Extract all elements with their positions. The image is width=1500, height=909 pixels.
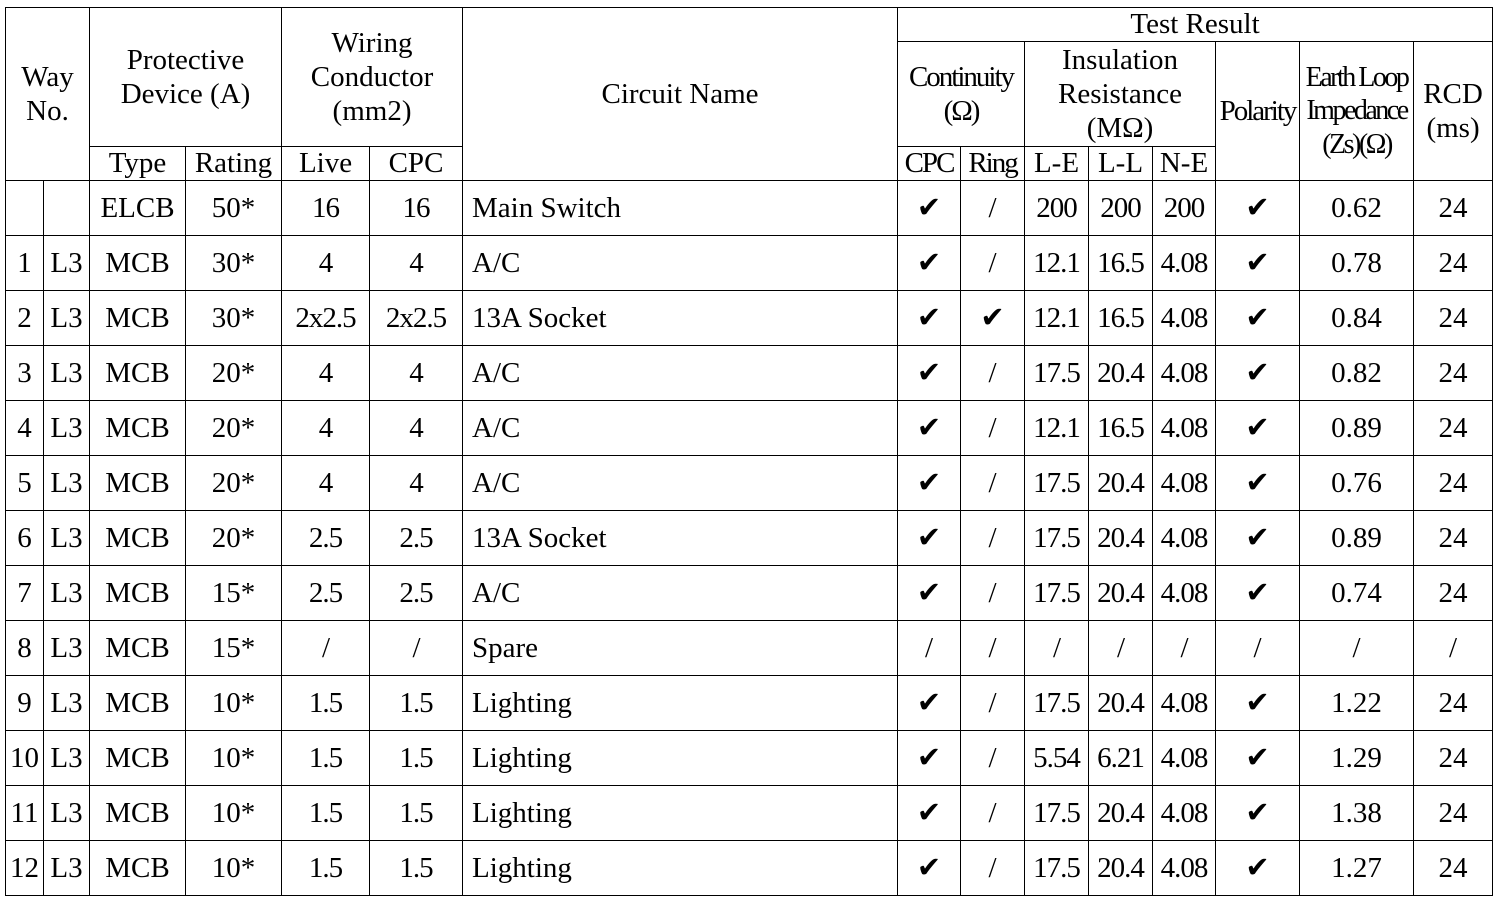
way-no-cell: 2 [6, 291, 44, 346]
header-rating: Rating [186, 147, 282, 181]
cpc-conductor-cell: / [370, 621, 463, 676]
way-no-cell: 9 [6, 676, 44, 731]
insulation-l-l-cell: / [1089, 621, 1153, 676]
continuity-cpc-cell: ✔ [898, 841, 961, 896]
way-no-cell: 5 [6, 456, 44, 511]
header-wiring-conductor: Wiring Conductor (mm2) [282, 8, 463, 147]
device-type-cell: MCB [90, 841, 186, 896]
continuity-ring-cell: / [961, 731, 1025, 786]
rcd-cell: 24 [1414, 181, 1493, 236]
header-ring: Ring [961, 147, 1025, 181]
polarity-cell: ✔ [1216, 841, 1300, 896]
way-no-cell: 10 [6, 731, 44, 786]
phase-cell: L3 [44, 346, 90, 401]
polarity-cell: ✔ [1216, 786, 1300, 841]
header-type: Type [90, 147, 186, 181]
insulation-l-l-cell: 20.4 [1089, 841, 1153, 896]
live-conductor-cell: 1.5 [282, 676, 370, 731]
device-rating-cell: 20* [186, 511, 282, 566]
header-l-l: L-L [1089, 147, 1153, 181]
phase-cell: L3 [44, 731, 90, 786]
circuit-name-cell: Main Switch [463, 181, 898, 236]
earth-loop-impedance-cell: / [1300, 621, 1414, 676]
cpc-conductor-cell: 2x2.5 [370, 291, 463, 346]
table-body [6, 181, 1493, 896]
earth-loop-impedance-cell: 0.76 [1300, 456, 1414, 511]
live-conductor-cell: 1.5 [282, 731, 370, 786]
device-type-cell: MCB [90, 786, 186, 841]
continuity-cpc-cell: ✔ [898, 786, 961, 841]
circuit-name-cell: 13A Socket [463, 511, 898, 566]
polarity-cell: ✔ [1216, 566, 1300, 621]
device-rating-cell: 10* [186, 786, 282, 841]
polarity-cell: ✔ [1216, 731, 1300, 786]
phase-cell: L3 [44, 511, 90, 566]
device-rating-cell: 15* [186, 566, 282, 621]
header-rcd: RCD (ms) [1414, 42, 1493, 181]
cpc-conductor-cell: 16 [370, 181, 463, 236]
insulation-l-e-cell: 17.5 [1025, 566, 1089, 621]
polarity-cell: ✔ [1216, 676, 1300, 731]
continuity-ring-cell: / [961, 676, 1025, 731]
insulation-l-e-cell: 17.5 [1025, 676, 1089, 731]
device-type-cell: MCB [90, 456, 186, 511]
continuity-cpc-cell: ✔ [898, 346, 961, 401]
insulation-n-e-cell: 4.08 [1153, 676, 1216, 731]
insulation-n-e-cell: 4.08 [1153, 786, 1216, 841]
continuity-ring-cell: ✔ [961, 291, 1025, 346]
phase-cell: L3 [44, 291, 90, 346]
header-l-e: L-E [1025, 147, 1089, 181]
earth-loop-impedance-cell: 1.22 [1300, 676, 1414, 731]
rcd-cell: 24 [1414, 566, 1493, 621]
device-rating-cell: 10* [186, 841, 282, 896]
continuity-cpc-cell: ✔ [898, 291, 961, 346]
header-continuity: Continuity (Ω) [898, 42, 1025, 147]
header-live: Live [282, 147, 370, 181]
phase-cell: L3 [44, 621, 90, 676]
device-type-cell: ELCB [90, 181, 186, 236]
test-result-table [5, 7, 1493, 896]
insulation-l-e-cell: 17.5 [1025, 511, 1089, 566]
insulation-l-e-cell: 17.5 [1025, 841, 1089, 896]
rcd-cell: 24 [1414, 786, 1493, 841]
device-rating-cell: 20* [186, 346, 282, 401]
insulation-l-e-cell: / [1025, 621, 1089, 676]
continuity-ring-cell: / [961, 456, 1025, 511]
device-rating-cell: 10* [186, 676, 282, 731]
insulation-n-e-cell: 200 [1153, 181, 1216, 236]
insulation-n-e-cell: / [1153, 621, 1216, 676]
continuity-cpc-cell: ✔ [898, 181, 961, 236]
table-row [6, 566, 1493, 621]
table-row [6, 291, 1493, 346]
rcd-cell: 24 [1414, 456, 1493, 511]
device-type-cell: MCB [90, 566, 186, 621]
earth-loop-impedance-cell: 0.89 [1300, 401, 1414, 456]
device-rating-cell: 30* [186, 291, 282, 346]
device-rating-cell: 15* [186, 621, 282, 676]
continuity-ring-cell: / [961, 401, 1025, 456]
phase-cell [44, 181, 90, 236]
insulation-n-e-cell: 4.08 [1153, 346, 1216, 401]
header-circuit-name: Circuit Name [463, 8, 898, 181]
table-row [6, 236, 1493, 291]
continuity-cpc-cell: ✔ [898, 456, 961, 511]
rcd-cell: 24 [1414, 291, 1493, 346]
polarity-cell: / [1216, 621, 1300, 676]
device-type-cell: MCB [90, 346, 186, 401]
circuit-name-cell: 13A Socket [463, 291, 898, 346]
table-row [6, 181, 1493, 236]
polarity-cell: ✔ [1216, 291, 1300, 346]
device-rating-cell: 20* [186, 456, 282, 511]
table-row [6, 401, 1493, 456]
rcd-cell: 24 [1414, 346, 1493, 401]
circuit-name-cell: Lighting [463, 731, 898, 786]
polarity-cell: ✔ [1216, 401, 1300, 456]
insulation-l-e-cell: 17.5 [1025, 456, 1089, 511]
earth-loop-impedance-cell: 1.27 [1300, 841, 1414, 896]
device-rating-cell: 30* [186, 236, 282, 291]
phase-cell: L3 [44, 236, 90, 291]
continuity-cpc-cell: ✔ [898, 676, 961, 731]
phase-cell: L3 [44, 676, 90, 731]
insulation-l-e-cell: 200 [1025, 181, 1089, 236]
continuity-ring-cell: / [961, 566, 1025, 621]
circuit-name-cell: A/C [463, 401, 898, 456]
insulation-l-e-cell: 12.1 [1025, 401, 1089, 456]
continuity-ring-cell: / [961, 621, 1025, 676]
phase-cell: L3 [44, 841, 90, 896]
live-conductor-cell: 4 [282, 346, 370, 401]
way-no-cell: 8 [6, 621, 44, 676]
table-row [6, 841, 1493, 896]
header-earth-loop-impedance: Earth Loop Impedance (Zs)(Ω) [1300, 42, 1414, 181]
insulation-n-e-cell: 4.08 [1153, 731, 1216, 786]
header-protective-device: Protective Device (A) [90, 8, 282, 147]
device-type-cell: MCB [90, 291, 186, 346]
insulation-l-l-cell: 20.4 [1089, 511, 1153, 566]
polarity-cell: ✔ [1216, 456, 1300, 511]
continuity-cpc-cell: ✔ [898, 401, 961, 456]
circuit-name-cell: A/C [463, 566, 898, 621]
cpc-conductor-cell: 4 [370, 456, 463, 511]
earth-loop-impedance-cell: 1.29 [1300, 731, 1414, 786]
continuity-ring-cell: / [961, 346, 1025, 401]
live-conductor-cell: 2.5 [282, 566, 370, 621]
device-rating-cell: 10* [186, 731, 282, 786]
polarity-cell: ✔ [1216, 181, 1300, 236]
live-conductor-cell: 4 [282, 401, 370, 456]
insulation-l-l-cell: 20.4 [1089, 676, 1153, 731]
rcd-cell: 24 [1414, 511, 1493, 566]
header-continuity-cpc: CPC [898, 147, 961, 181]
cpc-conductor-cell: 1.5 [370, 786, 463, 841]
continuity-cpc-cell: ✔ [898, 236, 961, 291]
device-type-cell: MCB [90, 676, 186, 731]
continuity-cpc-cell: ✔ [898, 731, 961, 786]
insulation-n-e-cell: 4.08 [1153, 566, 1216, 621]
table-row [6, 621, 1493, 676]
device-type-cell: MCB [90, 236, 186, 291]
circuit-name-cell: Lighting [463, 786, 898, 841]
circuit-name-cell: Lighting [463, 841, 898, 896]
insulation-l-l-cell: 200 [1089, 181, 1153, 236]
insulation-l-e-cell: 17.5 [1025, 346, 1089, 401]
continuity-cpc-cell: / [898, 621, 961, 676]
polarity-cell: ✔ [1216, 236, 1300, 291]
cpc-conductor-cell: 2.5 [370, 566, 463, 621]
continuity-cpc-cell: ✔ [898, 511, 961, 566]
device-type-cell: MCB [90, 621, 186, 676]
device-rating-cell: 50* [186, 181, 282, 236]
insulation-n-e-cell: 4.08 [1153, 511, 1216, 566]
insulation-l-l-cell: 20.4 [1089, 786, 1153, 841]
header-n-e: N-E [1153, 147, 1216, 181]
insulation-l-l-cell: 16.5 [1089, 236, 1153, 291]
insulation-l-l-cell: 20.4 [1089, 566, 1153, 621]
earth-loop-impedance-cell: 0.78 [1300, 236, 1414, 291]
earth-loop-impedance-cell: 0.74 [1300, 566, 1414, 621]
rcd-cell: 24 [1414, 236, 1493, 291]
continuity-ring-cell: / [961, 786, 1025, 841]
insulation-l-l-cell: 16.5 [1089, 291, 1153, 346]
insulation-n-e-cell: 4.08 [1153, 291, 1216, 346]
insulation-l-e-cell: 17.5 [1025, 786, 1089, 841]
continuity-cpc-cell: ✔ [898, 566, 961, 621]
header-test-result: Test Result [898, 8, 1493, 42]
live-conductor-cell: 2x2.5 [282, 291, 370, 346]
live-conductor-cell: 4 [282, 236, 370, 291]
rcd-cell: 24 [1414, 676, 1493, 731]
cpc-conductor-cell: 2.5 [370, 511, 463, 566]
way-no-cell: 6 [6, 511, 44, 566]
way-no-cell: 4 [6, 401, 44, 456]
cpc-conductor-cell: 4 [370, 236, 463, 291]
rcd-cell: / [1414, 621, 1493, 676]
insulation-l-e-cell: 12.1 [1025, 236, 1089, 291]
phase-cell: L3 [44, 566, 90, 621]
earth-loop-impedance-cell: 1.38 [1300, 786, 1414, 841]
header-insulation-resistance: Insulation Resistance (MΩ) [1025, 42, 1216, 147]
earth-loop-impedance-cell: 0.62 [1300, 181, 1414, 236]
cpc-conductor-cell: 1.5 [370, 676, 463, 731]
live-conductor-cell: 4 [282, 456, 370, 511]
insulation-n-e-cell: 4.08 [1153, 401, 1216, 456]
continuity-ring-cell: / [961, 511, 1025, 566]
table-row [6, 786, 1493, 841]
earth-loop-impedance-cell: 0.82 [1300, 346, 1414, 401]
header-cpc: CPC [370, 147, 463, 181]
insulation-n-e-cell: 4.08 [1153, 456, 1216, 511]
cpc-conductor-cell: 4 [370, 346, 463, 401]
insulation-l-e-cell: 12.1 [1025, 291, 1089, 346]
continuity-ring-cell: / [961, 181, 1025, 236]
continuity-ring-cell: / [961, 841, 1025, 896]
circuit-name-cell: A/C [463, 346, 898, 401]
earth-loop-impedance-cell: 0.84 [1300, 291, 1414, 346]
circuit-name-cell: Spare [463, 621, 898, 676]
insulation-l-l-cell: 16.5 [1089, 401, 1153, 456]
rcd-cell: 24 [1414, 731, 1493, 786]
header-polarity: Polarity [1216, 42, 1300, 181]
insulation-l-e-cell: 5.54 [1025, 731, 1089, 786]
way-no-cell: 12 [6, 841, 44, 896]
circuit-name-cell: A/C [463, 236, 898, 291]
polarity-cell: ✔ [1216, 346, 1300, 401]
insulation-l-l-cell: 6.21 [1089, 731, 1153, 786]
cpc-conductor-cell: 1.5 [370, 841, 463, 896]
live-conductor-cell: 16 [282, 181, 370, 236]
phase-cell: L3 [44, 401, 90, 456]
live-conductor-cell: 1.5 [282, 786, 370, 841]
polarity-cell: ✔ [1216, 511, 1300, 566]
way-no-cell: 3 [6, 346, 44, 401]
insulation-l-l-cell: 20.4 [1089, 346, 1153, 401]
insulation-l-l-cell: 20.4 [1089, 456, 1153, 511]
live-conductor-cell: 1.5 [282, 841, 370, 896]
table-row [6, 456, 1493, 511]
rcd-cell: 24 [1414, 841, 1493, 896]
table-row [6, 511, 1493, 566]
table-row [6, 676, 1493, 731]
header-way-no: Way No. [6, 8, 90, 181]
circuit-name-cell: A/C [463, 456, 898, 511]
cpc-conductor-cell: 4 [370, 401, 463, 456]
table-row [6, 731, 1493, 786]
way-no-cell: 11 [6, 786, 44, 841]
insulation-n-e-cell: 4.08 [1153, 841, 1216, 896]
rcd-cell: 24 [1414, 401, 1493, 456]
insulation-n-e-cell: 4.08 [1153, 236, 1216, 291]
continuity-ring-cell: / [961, 236, 1025, 291]
device-type-cell: MCB [90, 511, 186, 566]
table-row [6, 346, 1493, 401]
live-conductor-cell: 2.5 [282, 511, 370, 566]
earth-loop-impedance-cell: 0.89 [1300, 511, 1414, 566]
cpc-conductor-cell: 1.5 [370, 731, 463, 786]
way-no-cell: 7 [6, 566, 44, 621]
live-conductor-cell: / [282, 621, 370, 676]
circuit-name-cell: Lighting [463, 676, 898, 731]
way-no-cell [6, 181, 44, 236]
device-type-cell: MCB [90, 731, 186, 786]
phase-cell: L3 [44, 786, 90, 841]
device-rating-cell: 20* [186, 401, 282, 456]
phase-cell: L3 [44, 456, 90, 511]
way-no-cell: 1 [6, 236, 44, 291]
device-type-cell: MCB [90, 401, 186, 456]
